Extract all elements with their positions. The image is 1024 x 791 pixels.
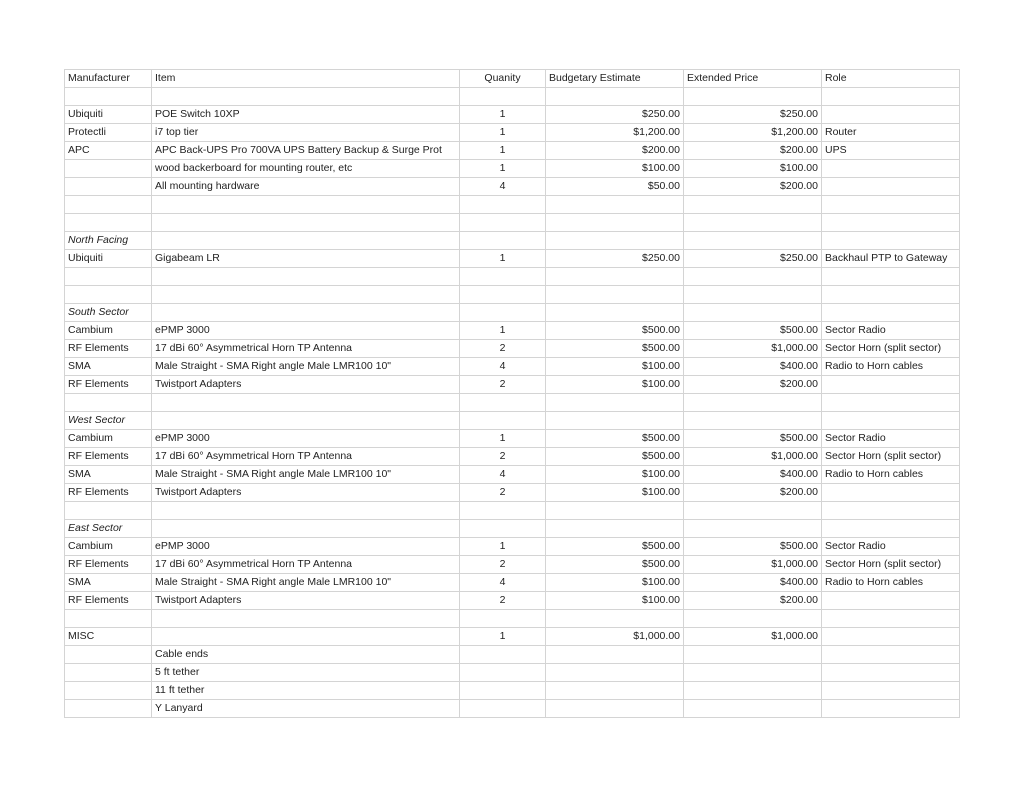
header-quantity: Quanity (460, 70, 546, 88)
extended-price-cell: $1,200.00 (684, 124, 822, 142)
budget-table (64, 69, 960, 718)
extended-price-cell: $500.00 (684, 430, 822, 448)
empty-cell (684, 502, 822, 520)
header-extended-price: Extended Price (684, 70, 822, 88)
empty-cell (684, 214, 822, 232)
empty-cell (65, 286, 152, 304)
empty-cell (152, 502, 460, 520)
item-cell: ePMP 3000 (152, 322, 460, 340)
manufacturer-cell (65, 178, 152, 196)
table-row (65, 358, 960, 376)
empty-cell (65, 502, 152, 520)
empty-cell (822, 196, 960, 214)
estimate-cell: $1,200.00 (546, 124, 684, 142)
manufacturer-cell: Ubiquiti (65, 106, 152, 124)
extended-price-cell (684, 646, 822, 664)
quantity-cell: 1 (460, 124, 546, 142)
quantity-cell: 1 (460, 628, 546, 646)
manufacturer-cell: SMA (65, 358, 152, 376)
empty-cell (460, 196, 546, 214)
estimate-cell: $100.00 (546, 574, 684, 592)
empty-cell (546, 214, 684, 232)
manufacturer-cell: RF Elements (65, 340, 152, 358)
role-cell: Radio to Horn cables (822, 358, 960, 376)
item-cell: Male Straight - SMA Right angle Male LMR100 10" (152, 466, 460, 484)
estimate-cell: $500.00 (546, 430, 684, 448)
empty-cell (822, 394, 960, 412)
table-row (65, 106, 960, 124)
role-cell (822, 178, 960, 196)
section-row (65, 412, 960, 430)
section-label: East Sector (65, 520, 152, 538)
table-row (65, 142, 960, 160)
role-cell: Sector Radio (822, 430, 960, 448)
manufacturer-cell: Cambium (65, 538, 152, 556)
estimate-cell: $500.00 (546, 322, 684, 340)
header-role: Role (822, 70, 960, 88)
empty-cell (822, 286, 960, 304)
item-cell: Y Lanyard (152, 700, 460, 718)
table-row (65, 124, 960, 142)
estimate-cell (546, 700, 684, 718)
quantity-cell: 4 (460, 574, 546, 592)
item-cell: ePMP 3000 (152, 538, 460, 556)
role-cell: Radio to Horn cables (822, 466, 960, 484)
item-cell: 17 dBi 60° Asymmetrical Horn TP Antenna (152, 340, 460, 358)
empty-cell (65, 196, 152, 214)
estimate-cell: $100.00 (546, 376, 684, 394)
empty-cell (460, 394, 546, 412)
quantity-cell: 4 (460, 178, 546, 196)
role-cell: Router (822, 124, 960, 142)
quantity-cell: 1 (460, 106, 546, 124)
extended-price-cell: $250.00 (684, 106, 822, 124)
empty-cell (546, 232, 684, 250)
item-cell: Twistport Adapters (152, 376, 460, 394)
quantity-cell: 2 (460, 484, 546, 502)
table-row (65, 250, 960, 268)
estimate-cell: $500.00 (546, 448, 684, 466)
empty-cell (460, 610, 546, 628)
empty-cell (822, 304, 960, 322)
extended-price-cell: $250.00 (684, 250, 822, 268)
role-cell (822, 700, 960, 718)
empty-cell (546, 88, 684, 106)
empty-cell (152, 196, 460, 214)
table-row (65, 376, 960, 394)
extended-price-cell: $200.00 (684, 376, 822, 394)
section-label: West Sector (65, 412, 152, 430)
table-row (65, 430, 960, 448)
quantity-cell: 2 (460, 376, 546, 394)
empty-cell (152, 610, 460, 628)
blank-row (65, 196, 960, 214)
blank-row (65, 394, 960, 412)
estimate-cell: $100.00 (546, 358, 684, 376)
extended-price-cell: $400.00 (684, 574, 822, 592)
estimate-cell: $100.00 (546, 160, 684, 178)
empty-cell (65, 394, 152, 412)
estimate-cell (546, 682, 684, 700)
table-row (65, 160, 960, 178)
manufacturer-cell: Cambium (65, 430, 152, 448)
empty-cell (152, 394, 460, 412)
manufacturer-cell: APC (65, 142, 152, 160)
empty-cell (152, 232, 460, 250)
section-row (65, 304, 960, 322)
role-cell (822, 628, 960, 646)
item-cell: All mounting hardware (152, 178, 460, 196)
empty-cell (546, 610, 684, 628)
blank-row (65, 88, 960, 106)
quantity-cell: 1 (460, 538, 546, 556)
role-cell (822, 484, 960, 502)
item-cell: wood backerboard for mounting router, etc (152, 160, 460, 178)
manufacturer-cell: Protectli (65, 124, 152, 142)
quantity-cell: 1 (460, 250, 546, 268)
quantity-cell: 2 (460, 592, 546, 610)
role-cell (822, 646, 960, 664)
item-cell: Cable ends (152, 646, 460, 664)
estimate-cell: $250.00 (546, 250, 684, 268)
estimate-cell: $500.00 (546, 538, 684, 556)
table-row (65, 322, 960, 340)
estimate-cell: $500.00 (546, 340, 684, 358)
role-cell: Radio to Horn cables (822, 574, 960, 592)
role-cell (822, 106, 960, 124)
blank-row (65, 502, 960, 520)
item-cell: APC Back-UPS Pro 700VA UPS Battery Backup & Surge Prot (152, 142, 460, 160)
header-item: Item (152, 70, 460, 88)
extended-price-cell (684, 682, 822, 700)
empty-cell (822, 232, 960, 250)
quantity-cell (460, 646, 546, 664)
table-row (65, 700, 960, 718)
extended-price-cell: $1,000.00 (684, 628, 822, 646)
empty-cell (65, 610, 152, 628)
empty-cell (684, 286, 822, 304)
item-cell: i7 top tier (152, 124, 460, 142)
table-row (65, 628, 960, 646)
role-cell (822, 376, 960, 394)
extended-price-cell (684, 664, 822, 682)
table-row (65, 574, 960, 592)
empty-cell (684, 304, 822, 322)
quantity-cell: 4 (460, 466, 546, 484)
blank-row (65, 214, 960, 232)
empty-cell (460, 268, 546, 286)
table-row (65, 466, 960, 484)
table-row (65, 664, 960, 682)
item-cell: ePMP 3000 (152, 430, 460, 448)
manufacturer-cell: SMA (65, 574, 152, 592)
empty-cell (684, 412, 822, 430)
section-label: North Facing (65, 232, 152, 250)
empty-cell (152, 286, 460, 304)
header-manufacturer: Manufacturer (65, 70, 152, 88)
table-row (65, 340, 960, 358)
role-cell (822, 682, 960, 700)
quantity-cell: 4 (460, 358, 546, 376)
item-cell: Male Straight - SMA Right angle Male LMR100 10" (152, 574, 460, 592)
empty-cell (65, 268, 152, 286)
table-row (65, 448, 960, 466)
extended-price-cell (684, 700, 822, 718)
manufacturer-cell: RF Elements (65, 484, 152, 502)
empty-cell (152, 214, 460, 232)
empty-cell (546, 502, 684, 520)
item-cell: 5 ft tether (152, 664, 460, 682)
empty-cell (152, 268, 460, 286)
manufacturer-cell (65, 700, 152, 718)
role-cell (822, 160, 960, 178)
empty-cell (546, 304, 684, 322)
manufacturer-cell (65, 664, 152, 682)
empty-cell (546, 196, 684, 214)
item-cell: Twistport Adapters (152, 484, 460, 502)
manufacturer-cell: RF Elements (65, 556, 152, 574)
table-row (65, 178, 960, 196)
blank-row (65, 268, 960, 286)
section-row (65, 232, 960, 250)
quantity-cell (460, 682, 546, 700)
empty-cell (460, 412, 546, 430)
empty-cell (822, 520, 960, 538)
item-cell: 17 dBi 60° Asymmetrical Horn TP Antenna (152, 448, 460, 466)
manufacturer-cell: Ubiquiti (65, 250, 152, 268)
empty-cell (684, 520, 822, 538)
extended-price-cell: $1,000.00 (684, 340, 822, 358)
table-body (65, 88, 960, 718)
manufacturer-cell: SMA (65, 466, 152, 484)
empty-cell (684, 232, 822, 250)
estimate-cell: $100.00 (546, 466, 684, 484)
empty-cell (684, 268, 822, 286)
manufacturer-cell: RF Elements (65, 592, 152, 610)
item-cell: Male Straight - SMA Right angle Male LMR100 10" (152, 358, 460, 376)
extended-price-cell: $200.00 (684, 484, 822, 502)
manufacturer-cell: RF Elements (65, 376, 152, 394)
empty-cell (822, 88, 960, 106)
estimate-cell (546, 646, 684, 664)
section-label: South Sector (65, 304, 152, 322)
quantity-cell: 1 (460, 142, 546, 160)
extended-price-cell: $500.00 (684, 538, 822, 556)
extended-price-cell: $200.00 (684, 142, 822, 160)
table-row (65, 646, 960, 664)
quantity-cell: 2 (460, 340, 546, 358)
item-cell: 11 ft tether (152, 682, 460, 700)
manufacturer-cell: MISC (65, 628, 152, 646)
empty-cell (460, 304, 546, 322)
role-cell: Backhaul PTP to Gateway (822, 250, 960, 268)
empty-cell (822, 268, 960, 286)
empty-cell (546, 286, 684, 304)
table-row (65, 556, 960, 574)
empty-cell (822, 502, 960, 520)
empty-cell (65, 214, 152, 232)
extended-price-cell: $1,000.00 (684, 556, 822, 574)
empty-cell (152, 88, 460, 106)
empty-cell (65, 88, 152, 106)
item-cell: POE Switch 10XP (152, 106, 460, 124)
item-cell (152, 628, 460, 646)
estimate-cell: $100.00 (546, 484, 684, 502)
empty-cell (460, 520, 546, 538)
role-cell: Sector Horn (split sector) (822, 448, 960, 466)
role-cell (822, 592, 960, 610)
table-row (65, 484, 960, 502)
extended-price-cell: $400.00 (684, 358, 822, 376)
estimate-cell (546, 664, 684, 682)
empty-cell (822, 214, 960, 232)
extended-price-cell: $200.00 (684, 592, 822, 610)
manufacturer-cell (65, 682, 152, 700)
item-cell: 17 dBi 60° Asymmetrical Horn TP Antenna (152, 556, 460, 574)
empty-cell (546, 268, 684, 286)
role-cell (822, 664, 960, 682)
manufacturer-cell: RF Elements (65, 448, 152, 466)
empty-cell (684, 88, 822, 106)
quantity-cell: 2 (460, 448, 546, 466)
section-row (65, 520, 960, 538)
quantity-cell: 2 (460, 556, 546, 574)
empty-cell (152, 520, 460, 538)
empty-cell (684, 610, 822, 628)
empty-cell (460, 502, 546, 520)
estimate-cell: $200.00 (546, 142, 684, 160)
table-row (65, 592, 960, 610)
empty-cell (822, 412, 960, 430)
extended-price-cell: $200.00 (684, 178, 822, 196)
manufacturer-cell (65, 646, 152, 664)
estimate-cell: $500.00 (546, 556, 684, 574)
empty-cell (822, 610, 960, 628)
table-row (65, 682, 960, 700)
role-cell: UPS (822, 142, 960, 160)
quantity-cell: 1 (460, 160, 546, 178)
manufacturer-cell: Cambium (65, 322, 152, 340)
empty-cell (460, 286, 546, 304)
empty-cell (684, 394, 822, 412)
estimate-cell: $1,000.00 (546, 628, 684, 646)
item-cell: Twistport Adapters (152, 592, 460, 610)
empty-cell (152, 304, 460, 322)
extended-price-cell: $500.00 (684, 322, 822, 340)
empty-cell (546, 520, 684, 538)
empty-cell (460, 214, 546, 232)
estimate-cell: $250.00 (546, 106, 684, 124)
quantity-cell: 1 (460, 322, 546, 340)
header-row (65, 70, 960, 88)
role-cell: Sector Horn (split sector) (822, 556, 960, 574)
extended-price-cell: $400.00 (684, 466, 822, 484)
blank-row (65, 610, 960, 628)
table-row (65, 538, 960, 556)
role-cell: Sector Radio (822, 322, 960, 340)
empty-cell (460, 88, 546, 106)
empty-cell (546, 394, 684, 412)
quantity-cell (460, 664, 546, 682)
blank-row (65, 286, 960, 304)
item-cell: Gigabeam LR (152, 250, 460, 268)
quantity-cell: 1 (460, 430, 546, 448)
quantity-cell (460, 700, 546, 718)
manufacturer-cell (65, 160, 152, 178)
empty-cell (460, 232, 546, 250)
estimate-cell: $100.00 (546, 592, 684, 610)
header-budgetary-estimate: Budgetary Estimate (546, 70, 684, 88)
extended-price-cell: $100.00 (684, 160, 822, 178)
estimate-cell: $50.00 (546, 178, 684, 196)
empty-cell (546, 412, 684, 430)
extended-price-cell: $1,000.00 (684, 448, 822, 466)
empty-cell (684, 196, 822, 214)
empty-cell (152, 412, 460, 430)
role-cell: Sector Horn (split sector) (822, 340, 960, 358)
role-cell: Sector Radio (822, 538, 960, 556)
